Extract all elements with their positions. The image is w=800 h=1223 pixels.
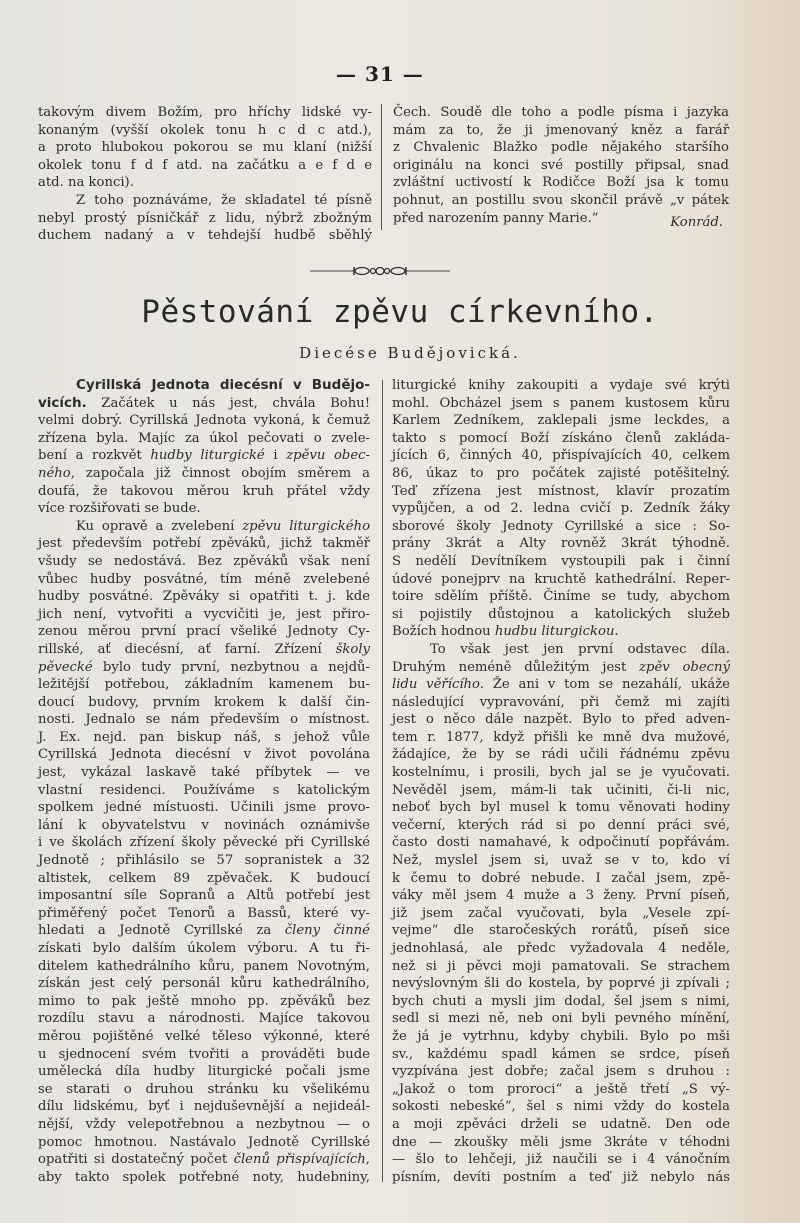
text-line: vlastní residenci. Používáme s katolickým: [38, 782, 370, 798]
text-line: toire sdělím příště. Činíme se tudy, abychom: [392, 589, 730, 605]
text-line: jest o něco dále nazpět. Bylo to před adven-: [392, 712, 730, 728]
text-line: velmi dobrý. Cyrillská Jednota vykoná, k čemuž: [38, 413, 370, 429]
article-left-column: [38, 377, 370, 1186]
text-fragment: , započala již činnost obojím směrem a: [70, 465, 370, 481]
emphasis: zpěvu liturgického: [242, 518, 371, 534]
text-line: než si ji pěvci moji pamatovali. Se strachem: [392, 958, 730, 974]
emphasis: zpěv obecný: [639, 659, 730, 675]
text-line: získati bylo dalším úkolem výboru. A tu ři-: [38, 941, 370, 956]
text-line: ležitější potřebou, základním kamenem bu-: [38, 677, 370, 693]
text-line: [38, 641, 370, 659]
text-line: liturgické knihy zakoupiti a vydaje své krýti: [392, 378, 730, 393]
text-fragment: hledati a Jednotě Cyrillské za: [38, 923, 285, 939]
text-fragment: ,: [365, 1152, 370, 1168]
text-line: přiměřený počet Tenorů a Bassů, které vy-: [38, 905, 370, 921]
text-line: mimo to pak ještě mnoho pp. zpěváků bez: [38, 993, 370, 1009]
text-line: — šlo to lehčeji, již naučili se i 4 vánočním: [392, 1152, 730, 1168]
text-line: [392, 659, 730, 677]
text-line: J. Ex. nejd. pan biskup náš, s jehož vůle: [38, 729, 370, 745]
text-line: písním, devíti postním a teď již nebylo nás: [392, 1169, 730, 1185]
text-line: bych chuti a mysli jim dodal, šel jsem s nimi,: [392, 993, 730, 1009]
text-line: pohnut, an postillu svou skončil právě „v pátek: [393, 192, 729, 208]
section-subtitle: Diecése Budějovická.: [299, 344, 521, 362]
top-right-column: [393, 104, 729, 231]
emphasis: členy činné: [284, 923, 370, 939]
emphasis: školy: [335, 641, 370, 657]
text-line: atd. na konci).: [38, 175, 134, 191]
text-fragment: Že ani v tom se nezahálí, ukáže: [483, 677, 730, 693]
section-title: Pěstování zpěvu církevního.: [141, 294, 659, 330]
text-line: dílu lidskému, byť i nejduševnější a nejideál-: [38, 1099, 370, 1115]
text-fragment: bylo tudy první, nezbytnou a nejdů-: [92, 659, 370, 675]
text-fragment: rillské, ať diecésní, ať farní. Zřízení: [38, 641, 336, 657]
text-line: okolek tonu f d f atd. na začátku a e f d e: [38, 157, 372, 173]
text-line: si pojistily důstojnou a katolických služeb: [392, 606, 730, 622]
text-line: údové ponejprv na kruchtě kathedrální. Reper-: [392, 571, 730, 587]
text-line: doucí budovy, prvním krokem k další čin-: [38, 694, 370, 710]
lead-heading: vicích.: [38, 394, 87, 411]
text-line: a moji zpěváci drželi se udatně. Den ode: [392, 1116, 730, 1132]
text-line: tem r. 1877, když přišli ke mně dva mužové,: [392, 729, 730, 745]
text-line: mám za to, že ji jmenovaný kněz a farář: [393, 122, 729, 138]
text-line: takovým divem Božím, pro hříchy lidské vy-: [38, 105, 372, 120]
text-line: i ve školách zřízení školy pěvecké při Cyrillské: [38, 835, 370, 851]
text-line: z Chvalenic Blažko podle nějakého staršího: [393, 140, 729, 156]
ornamental-divider: [310, 264, 450, 278]
text-line: Teď zřízena jest místnost, klavír prozatím: [392, 483, 730, 499]
text-line: vyzpívána jest dobře; začal jsem s druhou :: [392, 1064, 730, 1080]
text-line: jest, vykázal laskavě také příbytek — ve: [38, 765, 370, 781]
text-line: [393, 210, 729, 228]
text-line: měrou pojištěné velké těleso výkonné, které: [38, 1028, 370, 1044]
text-line: že já je vytrhnu, kdyby chybili. Bylo po mši: [392, 1028, 730, 1044]
emphasis: ného: [38, 465, 71, 481]
text-line: jest především potřebí zpěváků, jichž takměř: [38, 536, 370, 552]
text-line: umělecká díla hudby liturgické počali jsme: [38, 1064, 370, 1080]
text-line: Karlem Zedníkem, zaklepali jsme leckdes, a: [392, 413, 730, 429]
text-line: spolkem jedné místuosti. Učinili jsme provo-: [38, 800, 370, 816]
text-line: 86, úkaz to pro počátek zajisté potěšitelný.: [392, 465, 730, 481]
text-line: více rozšiřovati se bude.: [38, 501, 201, 517]
text-line: mohl. Obcházel jsem s panem kustosem kůru: [392, 395, 730, 411]
text-line: prány 3krát a Alty rovněž 3krát týhodně.: [392, 536, 730, 552]
text-line: „Jakož o tom proroci“ a ještě třetí „S vý-: [392, 1081, 730, 1097]
text-line: Jednotě ; přihlásilo se 57 sopranistek a 32: [38, 853, 370, 869]
emphasis: zpěvu obec-: [286, 448, 371, 464]
text-line: Nevěděl jsem, mám-li tak učiniti, či-li nic,: [392, 782, 730, 798]
emphasis: členů přispívajících: [233, 1152, 366, 1168]
text-line: [38, 447, 370, 465]
text-line: jednohlasá, ale předc vyžadovala 4 neděle,: [392, 941, 730, 956]
text-line: [38, 518, 370, 536]
text-line: získán jest celý personál kůru kathedrálního,: [38, 976, 370, 992]
emphasis: lidu věřícího.: [392, 677, 484, 693]
article-right-column: [392, 377, 730, 1186]
text-line: imposantní síle Sopranů a Altů potřebí jest: [38, 888, 370, 904]
text-line: často dosti namahavé, k odpočinutí popřávám.: [392, 835, 730, 851]
text-line: žádajíce, že by se rádi učili řádnému zpěvu: [392, 747, 730, 763]
emphasis: pěvecké: [38, 659, 93, 675]
text-line: [38, 377, 370, 395]
text-line: [392, 623, 730, 641]
author-signature: Konrád.: [670, 214, 723, 230]
text-line: jících 6, činných 40, přispívajících 40, celkem: [392, 448, 730, 464]
text-line: altistek, celkem 89 zpěvaček. K budoucí: [38, 870, 370, 886]
text-line: Cyrillská Jednota diecésní v život povolána: [38, 747, 370, 763]
text-line: pomoc hmotnou. Nastávalo Jednotě Cyrillské: [38, 1134, 370, 1150]
text-line: sborové školy Jednoty Cyrillské a sice : So-: [392, 518, 730, 534]
text-line: To však jest jen první odstavec díla.: [430, 641, 730, 657]
text-line: takto s pomocí Boží získáno členů zakláda-: [392, 430, 730, 446]
text-line: zvláštní uctivostí k Rodičce Boží jsa k tomu: [393, 175, 729, 191]
text-line: kostelnímu, i prosili, bych jal se je vyučovati.: [392, 765, 730, 781]
text-line: u sjednocení svém tvořiti a prováděti bude: [38, 1046, 370, 1062]
text-line: dne — zkoušky měli jsme 3kráte v téhodni: [392, 1134, 730, 1150]
text-line: Než, myslel jsem si, uvaž se v to, kdo ví: [392, 853, 730, 869]
emphasis: hudbu liturgickou.: [494, 624, 619, 640]
text-line: večerní, kterých rád si po denní práci své,: [392, 817, 730, 833]
text-line: S nedělí Devítníkem vystoupili pak i činní: [392, 553, 730, 569]
text-fragment: Druhým neméně důležitým jest: [392, 659, 640, 675]
text-line: sokosti nebeské“, šel s nimi vždy do kostela: [392, 1099, 730, 1115]
text-line: ditelem kathedrálního kůru, panem Novotným,: [38, 958, 370, 974]
text-line: [38, 395, 370, 413]
text-line: nější, vždy velepotřebnou a nezbytnou — o: [38, 1116, 370, 1132]
text-line: se starati o druhou stránku ku všelikému: [38, 1081, 370, 1097]
text-line: konaným (vyšší okolek tonu h c d c atd.),: [38, 122, 372, 138]
text-line: vypůjčen, a od 2. ledna cvičí p. Zedník žáky: [392, 501, 730, 517]
page-number: — 31 —: [336, 62, 424, 86]
text-line: Čech. Soudě dle toho a podle písma i jazyka: [393, 105, 729, 120]
text-line: rozdílu stavu a národnosti. Majíce takovou: [38, 1011, 370, 1027]
emphasis: hudby liturgické: [150, 448, 265, 464]
lead-heading: Cyrillská Jednota diecésní v Budějo-: [76, 377, 370, 393]
text-line: nebyl prostý písničkář z lidu, nýbrž zbožným: [38, 210, 372, 226]
text-line: [38, 465, 370, 483]
text-line: zřízena byla. Majíc za úkol pečovati o zvele-: [38, 430, 370, 446]
text-line: neboť bych byl musel k tomu věnovati hodiny: [392, 800, 730, 816]
text-line: [38, 659, 370, 677]
text-fragment: opatřiti si dostatečný počet: [38, 1152, 234, 1168]
text-line: sedl si mezi ně, neb oni byli pevného mínění,: [392, 1011, 730, 1027]
text-line: hudby posvátné. Zpěváky si opatřiti t. j. kde: [38, 589, 370, 605]
text-line: duchem nadaný a v tehdejší hudbě sběhlý: [38, 228, 372, 244]
text-line: vejme“ dle staročeských rorátů, píseň sice: [392, 923, 730, 939]
text-line: váky měl jsem 4 muže a 3 ženy. První píseň,: [392, 888, 730, 904]
text-line: originálu na konci své postilly připsal, snad: [393, 157, 729, 173]
text-line: [38, 922, 370, 940]
text-fragment: Ku opravě a zvelebení: [76, 518, 243, 534]
text-fragment: Začátek u nás jest, chvála Bohu!: [101, 395, 370, 411]
text-line: vůbec hudby posvátné, tím méně zvelebené: [38, 571, 370, 587]
text-line: [38, 1151, 370, 1169]
text-line: Z toho poznáváme, že skladatel té písně: [76, 192, 372, 208]
text-line: nevýslovným šli do kostela, by poprvé ji zpívali ;: [392, 976, 730, 992]
top-left-column: [38, 104, 372, 245]
text-line: sv., každému spadl kámen se srdce, píseň: [392, 1046, 730, 1062]
text-line: lání k obyvatelstvu v novinách oznámivše: [38, 817, 370, 833]
text-line: k čemu to dobré nebude. I začal jsem, zpě-: [392, 870, 730, 886]
text-line: nosti. Jednalo se nám především o místnost.: [38, 712, 370, 728]
text-line: zenou měrou první prací všeliké Jednoty Cy-: [38, 624, 370, 640]
text-line: a proto hlubokou pokorou se mu klaní (nižší: [38, 140, 372, 156]
text-line: všudy se nedostává. Bez zpěváků však není: [38, 553, 370, 569]
text-line: doufá, že takovou měrou kruh přátel vždy: [38, 483, 370, 499]
text-fragment: Božích hodnou: [392, 624, 495, 640]
column-divider: [382, 380, 383, 1182]
text-line: následující vypravování, při čemž mi zajíti: [392, 694, 730, 710]
text-line: [392, 676, 730, 694]
text-fragment: i: [264, 448, 287, 464]
text-fragment: bení a rozkvět: [38, 448, 151, 464]
text-line: aby takto spolek potřebné noty, hudebniny,: [38, 1169, 370, 1185]
column-divider: [381, 104, 382, 230]
text-line-content: před narozením panny Marie.“: [393, 210, 599, 226]
text-line: jich není, vytvořiti a vycvičiti je, jest přiro-: [38, 606, 370, 622]
text-line: již jsem začal vyučovati, byla „Vesele zpí-: [392, 905, 730, 921]
